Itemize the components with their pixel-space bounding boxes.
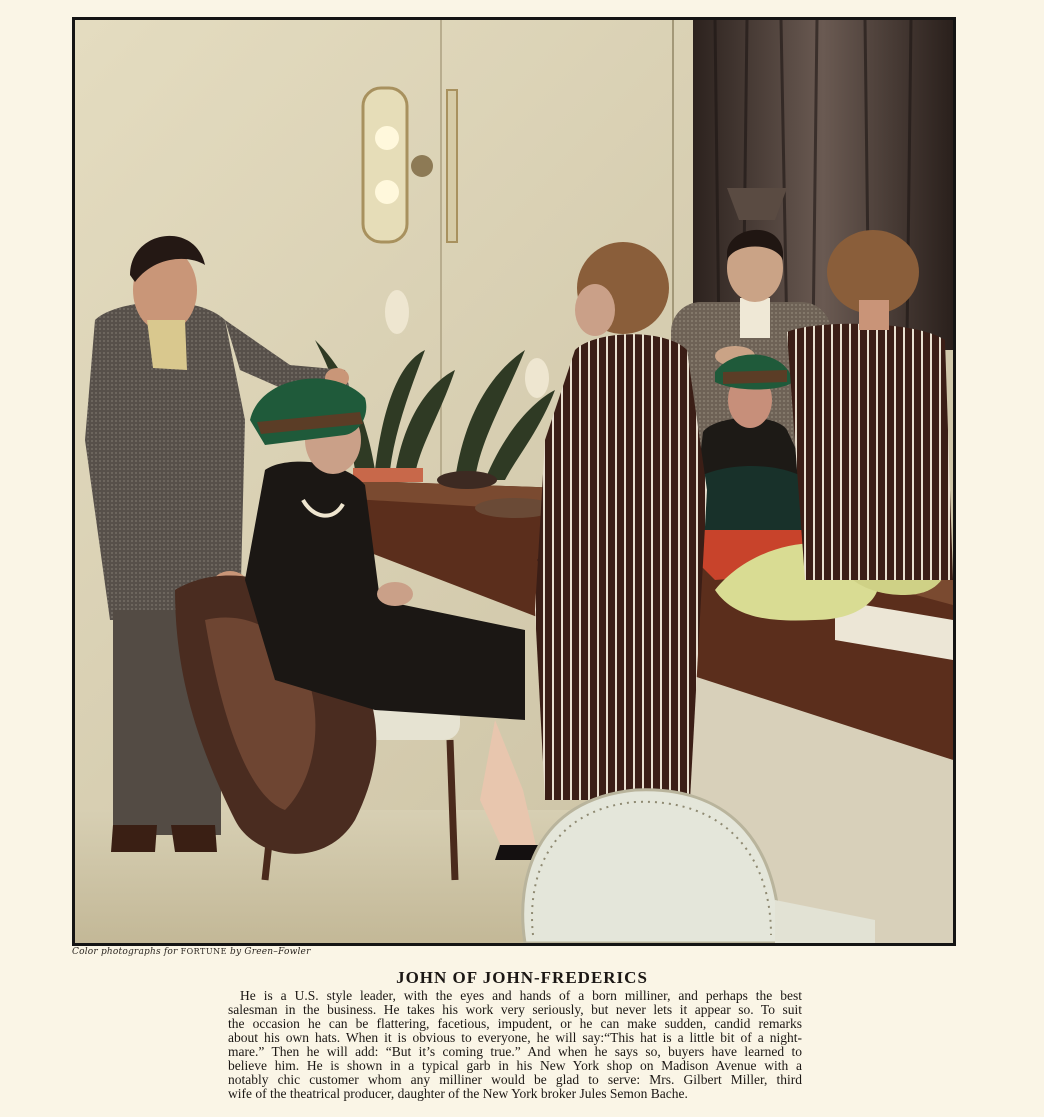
- box: [353, 468, 423, 482]
- body-line: notably chic customer whom any milliner would be glad to serve: Mrs. Gilbert Miller, third: [228, 1072, 802, 1087]
- dish: [437, 471, 497, 489]
- body-line: the occasion he can be flattering, facetious, impudent, or he can make sudden, candid remarks: [228, 1016, 802, 1031]
- photograph: [72, 17, 956, 946]
- body-line: believe him. He is shown in a typical garb in his New York shop on Madison Avenue with a: [228, 1058, 802, 1073]
- body-line: wife of the theatrical producer, daughter of the New York broker Jules Semon Bache.: [228, 1086, 688, 1101]
- credit-magazine: FORTUNE: [180, 947, 227, 956]
- article-headline: JOHN OF JOHN-FREDERICS: [396, 968, 648, 987]
- photo-illustration: [75, 20, 953, 943]
- body-line: mare.” Then he will add: “But it’s coming true.” And when he says so, buyers have learned to: [228, 1044, 802, 1059]
- body-line: salesman in the business. He takes his work very seriously, but never lets it appear so. To suit: [228, 1002, 802, 1017]
- credit-prefix: Color photographs for: [72, 947, 178, 957]
- article-body: [228, 989, 802, 1101]
- curtain: [693, 20, 953, 350]
- body-line: about his own hats. When it is obvious to everyone, he will say:“This hat is a little bit of a night-: [228, 1030, 802, 1045]
- credit-suffix: by Green–Fowler: [230, 947, 311, 957]
- body-line: He is a U.S. style leader, with the eyes and hands of a born milliner, and perhaps the best: [240, 988, 802, 1003]
- photo-credit: [72, 947, 311, 957]
